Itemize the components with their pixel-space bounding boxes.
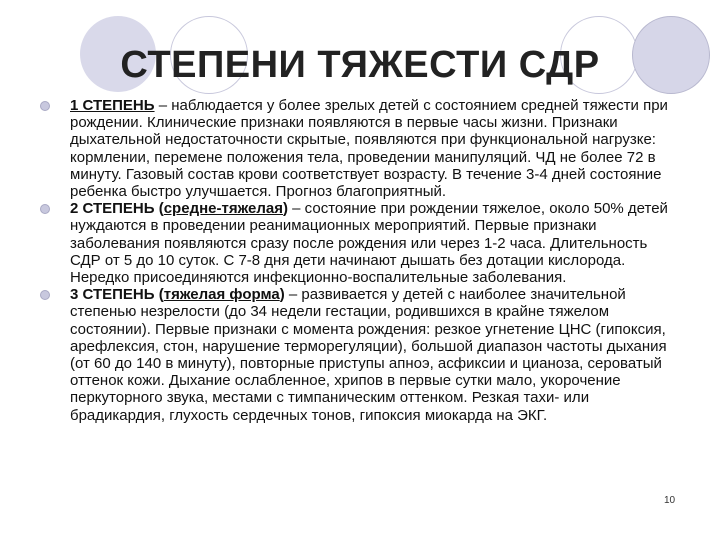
bullet-list — [40, 97, 680, 424]
item-body: – развивается у детей с наиболее значительной степенью незрелости (до 34 недели гестации, родившихся в крайне тяжелом состоянии). Первые признаки с момента рождения: резкое угнетение ЦНС (гипоксия, арефлексия, стон, нарушение терморегуляции), большой диапазон частоты дыхания (от 60 до 140 в минуту), повторные приступы апноэ, асфиксии и цианоза, сероватый оттенок кожи. Дыхание ослабленное, хрипов в первые сутки мало, укорочение перкуторного звука, местами с тимпаническим оттенком. Резкая тахи- или брадикардия, глухость сердечных тонов, гипоксия миокарда на ЭКГ. — [70, 286, 667, 424]
page-number: 10 — [664, 495, 676, 506]
list-item — [40, 200, 680, 286]
item-body: – состояние при рождении тяжелое, около 50% детей нуждаются в проведении реанимационных мероприятий. Первые признаки заболевания появляются сразу после рождения или через 1-2 часа. Длительность СДР от 5 до 10 суток. С 7-8 дня дети начинают дышать без дотации кислорода. Нередко присоединяются инфекционно-воспалительные заболевания. — [70, 200, 668, 287]
item-severity: средне-тяжелая — [163, 200, 283, 218]
bullet-icon — [40, 204, 50, 214]
item-body: – наблюдается у более зрелых детей с состоянием средней тяжести при рождении. Клинические признаки появляются в первые часы жизни. Признаки дыхательной недостаточности скрытые, появляются при функциональной нагрузке: кормлении, перемене положения тела, проведении манипуляций. ЧД не более 72 в минуту. Газовый состав крови соответствует возрасту. В течение 3-4 дней состояние ребенка быстро улучшается. Прогноз благоприятный. — [70, 97, 668, 201]
item-severity: тяжелая форма — [163, 286, 280, 304]
item-paren-close: ) — [283, 200, 288, 218]
item-lead: 1 СТЕПЕНЬ — [70, 97, 155, 114]
item-paren-close: ) — [279, 286, 285, 304]
item-paren-open: ( — [154, 200, 164, 218]
list-item — [40, 97, 680, 200]
slide-title: СТЕПЕНИ ТЯЖЕСТИ СДР — [120, 44, 600, 86]
bullet-icon — [40, 101, 50, 111]
list-item — [40, 286, 680, 424]
item-paren-open: ( — [154, 286, 164, 304]
item-lead: 3 СТЕПЕНЬ — [70, 286, 155, 304]
bullet-icon — [40, 290, 50, 300]
item-lead: 2 СТЕПЕНЬ — [70, 200, 155, 218]
